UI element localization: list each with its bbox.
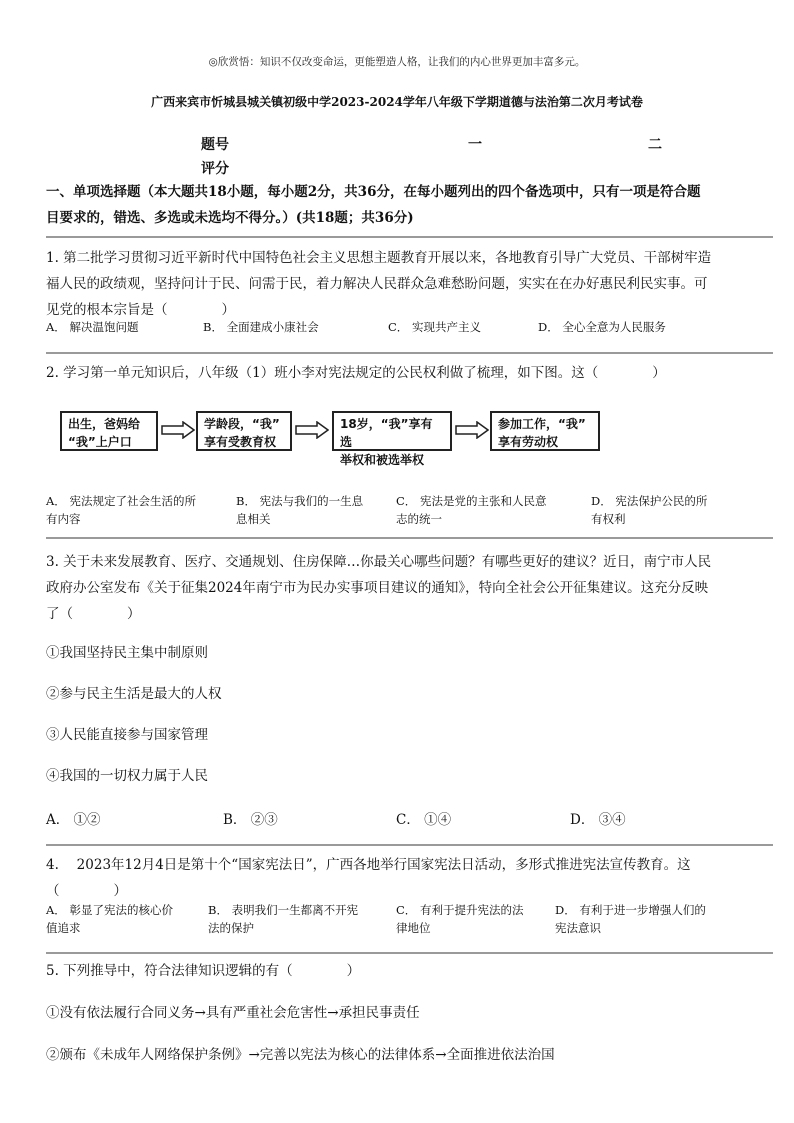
question-1-line-1: 1. 第二批学习贯彻习近平新时代中国特色社会主义思想主题教育开展以来，各地教育引导广大党员、干部树牢造 [46,250,712,266]
divider [46,952,773,954]
question-3 [46,549,756,627]
flow-box-age-18-line-1: 18岁，“我”享有选 [340,417,433,449]
question-3-item-2: ②参与民主生活是最大的人权 [46,686,222,702]
question-4-line-2: （ ） [46,883,127,899]
question-4-option-d-line-2: 宪法意识 [555,921,601,935]
question-4-option-c[interactable] [396,901,561,937]
flow-box-birth-line-1: 出生，爸妈给 [68,417,141,431]
question-3-item-3: ③人民能直接参与国家管理 [46,727,208,743]
question-1-line-2: 福人民的政绩观，坚持问计于民、问需于民，着力解决人民群众急难愁盼问题，实实在在办好惠民利民实事。可 [46,276,708,292]
question-1-options [46,318,756,336]
question-3-option-a[interactable]: A． ①② [46,812,101,828]
question-3-options [46,807,756,833]
question-5-stem: 5. 下列推导中，符合法律知识逻辑的有（ ） [46,963,361,979]
question-3-line-3: 了（ ） [46,606,141,622]
rights-flowchart [60,407,620,467]
divider [46,537,773,539]
question-1-line-3: 见党的根本宗旨是（ ） [46,302,235,318]
question-2-option-d-line-2: 有权利 [591,512,626,526]
question-4-option-a-line-1: A． 彰显了宪法的核心价 [46,903,173,917]
question-4-option-c-line-1: C． 有利于提升宪法的法 [396,903,524,917]
question-2-option-b[interactable] [236,492,396,528]
flow-box-school-line-1: 学龄段，“我” [204,417,280,431]
flow-box-work [490,411,600,451]
exam-title: 广西来宾市忻城县城关镇初级中学2023-2024学年八年级下学期道德与法治第二次月考试卷 [151,95,643,109]
question-3-option-c[interactable]: C． ①④ [396,812,452,828]
question-4-option-b-line-1: B． 表明我们一生都离不开宪 [208,903,359,917]
question-3-option-d[interactable]: D． ③④ [570,812,626,828]
flow-box-school [196,411,292,451]
question-2-option-a[interactable] [46,492,226,528]
question-2-stem: 2. 学习第一单元知识后，八年级（1）班小李对宪法规定的公民权利做了梳理，如下图。这（ ） [46,365,666,381]
section-1-line-1: 一、单项选择题（本大题共18小题，每小题2分，共36分，在每小题列出的四个备选项中，只有一项是符合题 [46,184,701,200]
question-2-option-a-line-2: 有内容 [46,512,81,526]
question-4-line-1: 4. 2023年12月4日是第十个“国家宪法日”，广西各地举行国家宪法日活动，多形式推进宪法宣传教育。这 [46,857,691,873]
question-4 [46,852,756,904]
question-4-option-a-line-2: 值追求 [46,921,81,935]
score-table-score-label: 评分 [201,161,229,177]
divider [46,352,773,354]
question-2-option-a-line-1: A． 宪法规定了社会生活的所 [46,494,196,508]
flow-box-age-18 [332,411,452,467]
question-4-option-c-line-2: 律地位 [396,921,431,935]
question-3-item-4: ④我国的一切权力属于人民 [46,768,208,784]
divider [46,236,773,238]
flow-box-age-18-line-2: 举权和被选举权 [340,453,425,467]
arrow-right-icon [161,421,195,439]
question-1-option-d[interactable]: D． 全心全意为人民服务 [538,320,666,334]
question-4-option-b-line-2: 法的保护 [208,921,254,935]
arrow-right-icon [455,421,489,439]
divider [46,844,773,846]
score-table-header-label: 题号 [201,137,229,153]
question-4-options [46,901,756,937]
question-2-option-d-line-1: D． 宪法保护公民的所 [591,494,708,508]
question-1-option-c[interactable]: C． 实现共产主义 [388,320,481,334]
question-5-item-2: ②颁布《未成年人网络保护条例》→完善以宪法为核心的法律体系→全面推进依法治国 [46,1047,555,1063]
question-4-option-a[interactable] [46,901,206,937]
score-table-col-1: 一 [468,137,482,153]
question-4-option-d[interactable] [555,901,756,937]
section-1-heading [46,179,756,231]
section-1-line-2: 目要求的，错选、多选或未选均不得分。）(共18题；共36分) [46,210,414,226]
question-1 [46,245,756,323]
question-3-item-1: ①我国坚持民主集中制原则 [46,645,208,661]
question-3-line-1: 3. 关于未来发展教育、医疗、交通规划、住房保障…你最关心哪些问题？有哪些更好的建议？近日，南宁市人民 [46,554,712,570]
question-2-option-d[interactable] [591,492,756,528]
question-5-item-1: ①没有依法履行合同义务→具有严重社会危害性→承担民事责任 [46,1005,420,1021]
question-2-option-c-line-1: C． 宪法是党的主张和人民意 [396,494,547,508]
flow-box-work-line-1: 参加工作，“我” [498,417,586,431]
arrow-right-icon [295,421,329,439]
flow-box-birth [60,411,158,451]
question-2-option-c-line-2: 志的统一 [396,512,442,526]
question-1-option-a[interactable]: A． 解决温饱问题 [46,320,139,334]
question-4-option-d-line-1: D． 有利于进一步增强人们的 [555,903,706,917]
flow-box-school-line-2: 享有受教育权 [204,435,277,449]
score-table-col-2: 二 [648,137,662,153]
question-2-option-b-line-1: B． 宪法与我们的一生息 [236,494,364,508]
question-4-option-b[interactable] [208,901,396,937]
motto-line: ◎欣赏悟：知识不仅改变命运，更能塑造人格，让我们的内心世界更加丰富多元。 [208,56,586,68]
flow-box-work-line-2: 享有劳动权 [498,435,559,449]
question-1-option-b[interactable]: B． 全面建成小康社会 [203,320,319,334]
question-2-option-c[interactable] [396,492,586,528]
question-3-line-2: 政府办公室发布《关于征集2024年南宁市为民办实事项目建议的通知》，特向全社会公开征集建议。这充分反映 [46,580,709,596]
question-2-option-b-line-2: 息相关 [236,512,271,526]
question-3-option-b[interactable]: B． ②③ [223,812,278,828]
flow-box-birth-line-2: “我”上户口 [68,435,132,449]
question-2-options [46,492,756,528]
